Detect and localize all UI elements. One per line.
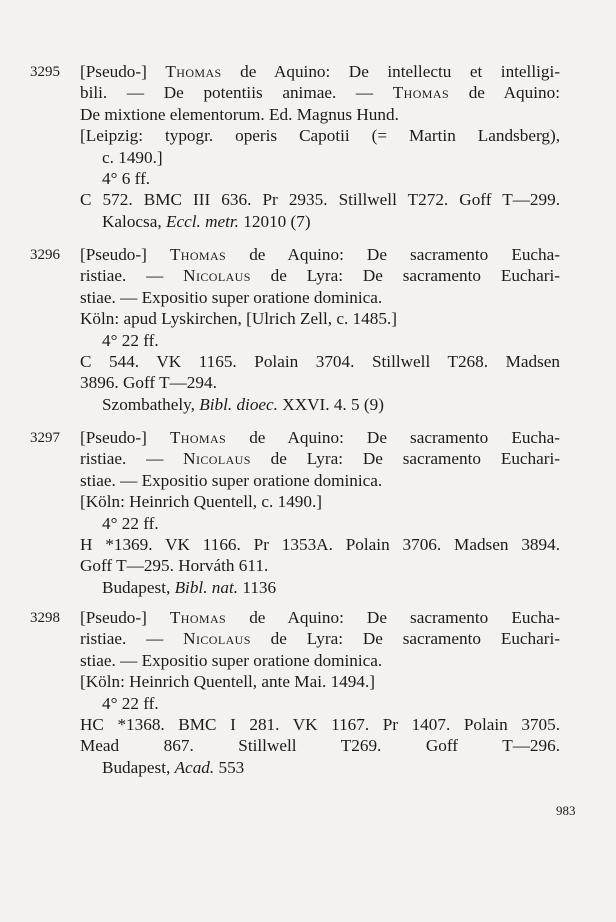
holding-city: Kalocsa,	[102, 211, 166, 231]
author-name: Nicolaus	[183, 449, 251, 469]
line-text: ristiae. —	[80, 629, 184, 649]
entry-line	[80, 265, 560, 286]
line-text: C 572. BMC III 636. Pr 2935. Stillwell T272. Goff T—299.	[80, 190, 560, 210]
author-name: Thomas	[169, 245, 227, 264]
holding-library: Eccl. metr.	[165, 211, 239, 231]
entry-line	[80, 287, 560, 308]
line-text: H *1369. VK 1166. Pr 1353A. Polain 3706. Madsen 3894.	[80, 535, 560, 555]
entry-line	[80, 628, 560, 649]
line-text: stiae. — Expositio super oratione dominica.	[80, 287, 383, 307]
entry-line	[80, 714, 560, 735]
line-text: de Lyra: De sacramento Euchari-	[250, 449, 560, 469]
line-text: de Aquino: De sacramento Eucha-	[226, 428, 560, 447]
holding-city: Budapest,	[102, 577, 175, 597]
line-text: [Köln: Heinrich Quentell, c. 1490.]	[80, 492, 322, 512]
entry-line	[80, 61, 560, 82]
line-text: [Pseudo-]	[80, 608, 170, 627]
line-text: de Aquino:	[449, 83, 560, 103]
entry-line	[80, 82, 560, 103]
line-text: Goff T—295. Horváth 611.	[80, 556, 269, 576]
line-text: [Leipzig: typogr. operis Capotii (= Martin Landsberg),	[80, 126, 560, 146]
entry-line	[80, 244, 560, 265]
entry-text	[80, 61, 560, 232]
holding-shelfmark: 553	[214, 757, 245, 777]
line-text: ristiae. —	[80, 449, 184, 469]
line-text: [Pseudo-]	[80, 245, 170, 264]
line-text: 4° 22 ff.	[102, 513, 159, 533]
entry-line	[80, 555, 560, 576]
entry-line	[80, 351, 560, 372]
line-text: [Köln: Heinrich Quentell, ante Mai. 1494.]	[80, 672, 375, 692]
line-text: bili. — De potentiis animae. —	[80, 83, 393, 103]
author-name: Thomas	[169, 428, 227, 447]
holding-library: Bibl. nat.	[174, 577, 239, 597]
entry-line	[80, 735, 560, 756]
entry-number: 3295	[30, 64, 60, 80]
line-text: C 544. VK 1165. Polain 3704. Stillwell T268. Madsen	[80, 352, 560, 372]
entry-line	[80, 372, 560, 393]
entry-line	[80, 534, 560, 555]
holding-library: Bibl. dioec.	[199, 394, 278, 414]
entry-line	[80, 189, 560, 210]
line-text: Köln: apud Lyskirchen, [Ulrich Zell, c. 1485.]	[80, 309, 397, 329]
entry-line	[80, 427, 560, 448]
holding-location	[80, 211, 560, 232]
holding-shelfmark: 12010 (7)	[238, 211, 311, 231]
line-text: ristiae. —	[80, 266, 184, 286]
holding-shelfmark: 1136	[238, 577, 277, 597]
line-text: 4° 22 ff.	[102, 330, 159, 350]
line-text: 4° 22 ff.	[102, 693, 159, 713]
line-text: Mead 867. Stillwell T269. Goff T—296.	[80, 736, 560, 756]
line-text: [Pseudo-]	[80, 428, 170, 447]
line-text: de Aquino: De sacramento Eucha-	[226, 245, 560, 264]
holding-location	[80, 577, 560, 598]
page-number: 983	[556, 803, 576, 818]
entry-text	[80, 427, 560, 598]
line-text: de Lyra: De sacramento Euchari-	[250, 266, 560, 286]
holding-library: Acad.	[174, 757, 215, 777]
entry-line	[80, 671, 560, 692]
entry-number: 3297	[30, 430, 60, 446]
line-text: [Pseudo-]	[80, 62, 166, 81]
author-name: Thomas	[169, 608, 227, 627]
holding-shelfmark: XXVI. 4. 5 (9)	[277, 394, 384, 414]
entry-line	[80, 308, 560, 329]
line-text: 4° 6 ff.	[102, 169, 151, 189]
line-text: 3896. Goff T—294.	[80, 373, 217, 393]
entry-line	[80, 168, 560, 189]
entry-line	[80, 104, 560, 125]
line-text: De mixtione elementorum. Ed. Magnus Hund.	[80, 104, 399, 124]
author-name: Nicolaus	[183, 266, 251, 286]
entry-number: 3296	[30, 247, 60, 263]
line-text: de Aquino: De intellectu et intelligi-	[221, 62, 560, 81]
entry-line	[80, 650, 560, 671]
holding-city: Szombathely,	[102, 394, 200, 414]
line-text: de Aquino: De sacramento Eucha-	[226, 608, 560, 627]
line-text: c. 1490.]	[102, 147, 163, 167]
entry-line	[80, 693, 560, 714]
entry-line	[80, 513, 560, 534]
entry-line	[80, 147, 560, 168]
entry-number: 3298	[30, 610, 60, 626]
line-text: stiae. — Expositio super oratione dominica.	[80, 470, 383, 490]
entry-line	[80, 607, 560, 628]
entry-line	[80, 330, 560, 351]
line-text: de Lyra: De sacramento Euchari-	[250, 629, 560, 649]
author-name: Thomas	[392, 83, 450, 103]
author-name: Thomas	[165, 62, 222, 81]
author-name: Nicolaus	[183, 629, 251, 649]
holding-city: Budapest,	[102, 757, 175, 777]
entry-line	[80, 491, 560, 512]
entry-line	[80, 125, 560, 146]
holding-location	[80, 757, 560, 778]
entry-line	[80, 470, 560, 491]
line-text: HC *1368. BMC I 281. VK 1167. Pr 1407. Polain 3705.	[80, 715, 560, 735]
entry-line	[80, 448, 560, 469]
holding-location	[80, 394, 560, 415]
entry-text	[80, 607, 560, 778]
entry-text	[80, 244, 560, 415]
line-text: stiae. — Expositio super oratione dominica.	[80, 650, 383, 670]
